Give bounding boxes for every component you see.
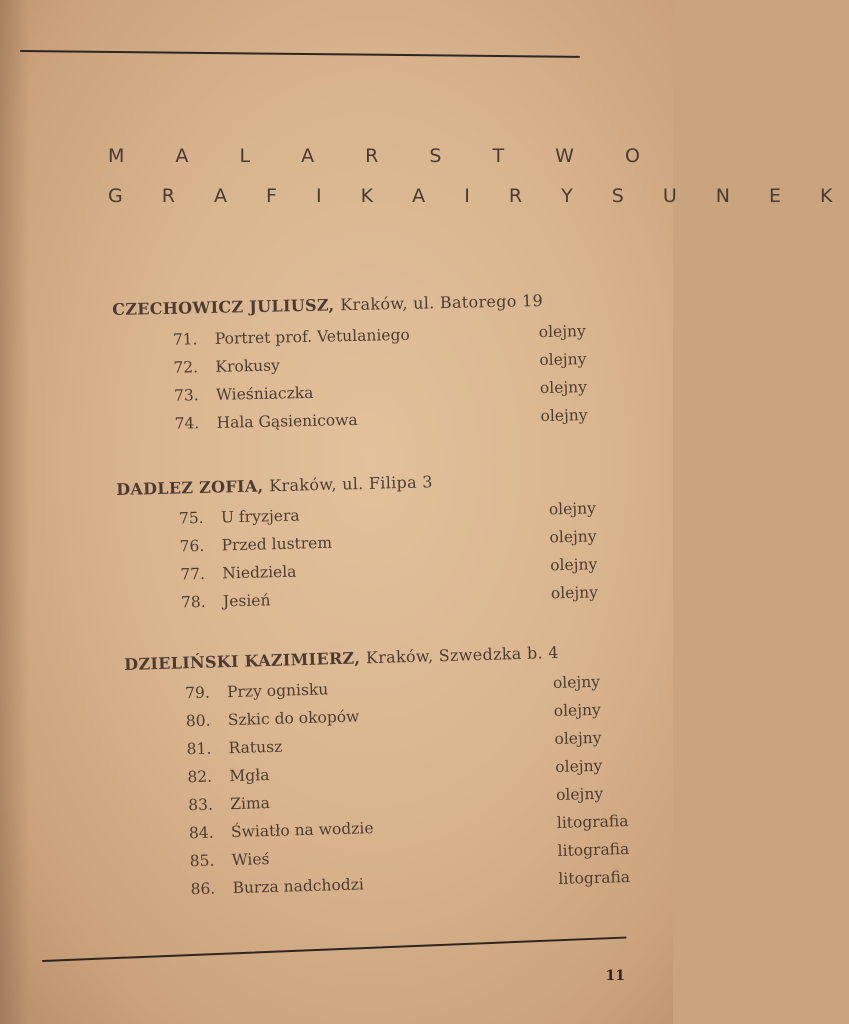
- work-number: 85.: [189, 851, 215, 871]
- page-number: 11: [605, 968, 625, 984]
- artist-address: Kraków, Szwedzka b. 4: [365, 642, 560, 668]
- work-title: Mgła: [229, 765, 270, 786]
- artist-section-dzielinski: [124, 641, 636, 910]
- work-title: Wieś: [231, 850, 270, 870]
- work-title: Burza nadchodzi: [232, 875, 365, 898]
- work-technique: olejny: [552, 672, 601, 693]
- artist-name: DZIELIŃSKI KAZIMIERZ,: [124, 648, 361, 674]
- work-title: Zima: [229, 793, 271, 814]
- work-number: 77.: [180, 564, 206, 584]
- work-title: Wieśniaczka: [215, 383, 314, 404]
- work-technique: litografia: [556, 811, 629, 832]
- work-title: Hala Gąsienicowa: [216, 410, 358, 432]
- work-title: Ratusz: [228, 737, 283, 758]
- work-technique: olejny: [555, 784, 604, 804]
- work-number: 82.: [187, 767, 213, 787]
- works-list: [113, 322, 615, 444]
- artist-section-czechowicz: [112, 290, 615, 444]
- artist-heading: [112, 290, 612, 319]
- work-title: Szkic do okopów: [227, 707, 360, 730]
- work-technique: litografia: [557, 839, 630, 860]
- work-number: 86.: [190, 879, 216, 899]
- artist-heading: [124, 641, 629, 674]
- work-number: 76.: [179, 536, 205, 556]
- works-list: [117, 499, 620, 623]
- work-technique: olejny: [549, 527, 597, 547]
- work-number: 83.: [187, 795, 214, 815]
- artist-name: CZECHOWICZ JULIUSZ,: [112, 295, 335, 319]
- work-technique: olejny: [539, 378, 588, 398]
- work-number: 73.: [173, 386, 199, 405]
- work-technique: olejny: [539, 350, 587, 370]
- work-title: Jesień: [222, 591, 271, 611]
- work-title: Niedziela: [222, 562, 297, 583]
- bottom-rule: [42, 937, 627, 962]
- work-technique: olejny: [550, 583, 599, 603]
- work-number: 79.: [184, 683, 210, 703]
- work-technique: olejny: [538, 322, 586, 342]
- work-number: 78.: [180, 592, 206, 612]
- heading-graphics-drawing: G R A F I K A I R Y S U N E K: [108, 185, 849, 207]
- work-number: 74.: [174, 414, 200, 433]
- work-technique: olejny: [549, 555, 598, 575]
- work-title: Przy ognisku: [226, 680, 329, 702]
- top-rule: [20, 50, 580, 58]
- artist-address: Kraków, ul. Filipa 3: [269, 472, 433, 496]
- work-number: 84.: [188, 823, 214, 843]
- artist-section-dadlez: [116, 468, 619, 623]
- work-technique: olejny: [540, 406, 588, 426]
- works-list: [125, 672, 636, 910]
- work-number: 72.: [173, 358, 199, 377]
- work-technique: olejny: [548, 499, 597, 519]
- work-title: Światło na wodzie: [230, 819, 374, 842]
- work-technique: olejny: [553, 700, 601, 721]
- work-title: Przed lustrem: [221, 533, 333, 555]
- heading-painting: M A L A R S T W O: [108, 145, 663, 167]
- work-number: 71.: [172, 330, 198, 349]
- work-number: 75.: [178, 508, 204, 528]
- work-number: 81.: [186, 739, 212, 759]
- work-number: 80.: [185, 711, 211, 731]
- work-technique: litografia: [558, 867, 631, 888]
- artist-name: DADLEZ ZOFIA,: [116, 476, 264, 499]
- work-title: U fryzjera: [220, 506, 300, 527]
- work-technique: olejny: [555, 756, 603, 776]
- artist-heading: [116, 468, 616, 499]
- work-title: Portret prof. Vetulaniego: [214, 325, 410, 348]
- work-title: Krokusy: [215, 356, 281, 376]
- artist-address: Kraków, ul. Batorego 19: [340, 290, 544, 315]
- work-technique: olejny: [554, 728, 602, 749]
